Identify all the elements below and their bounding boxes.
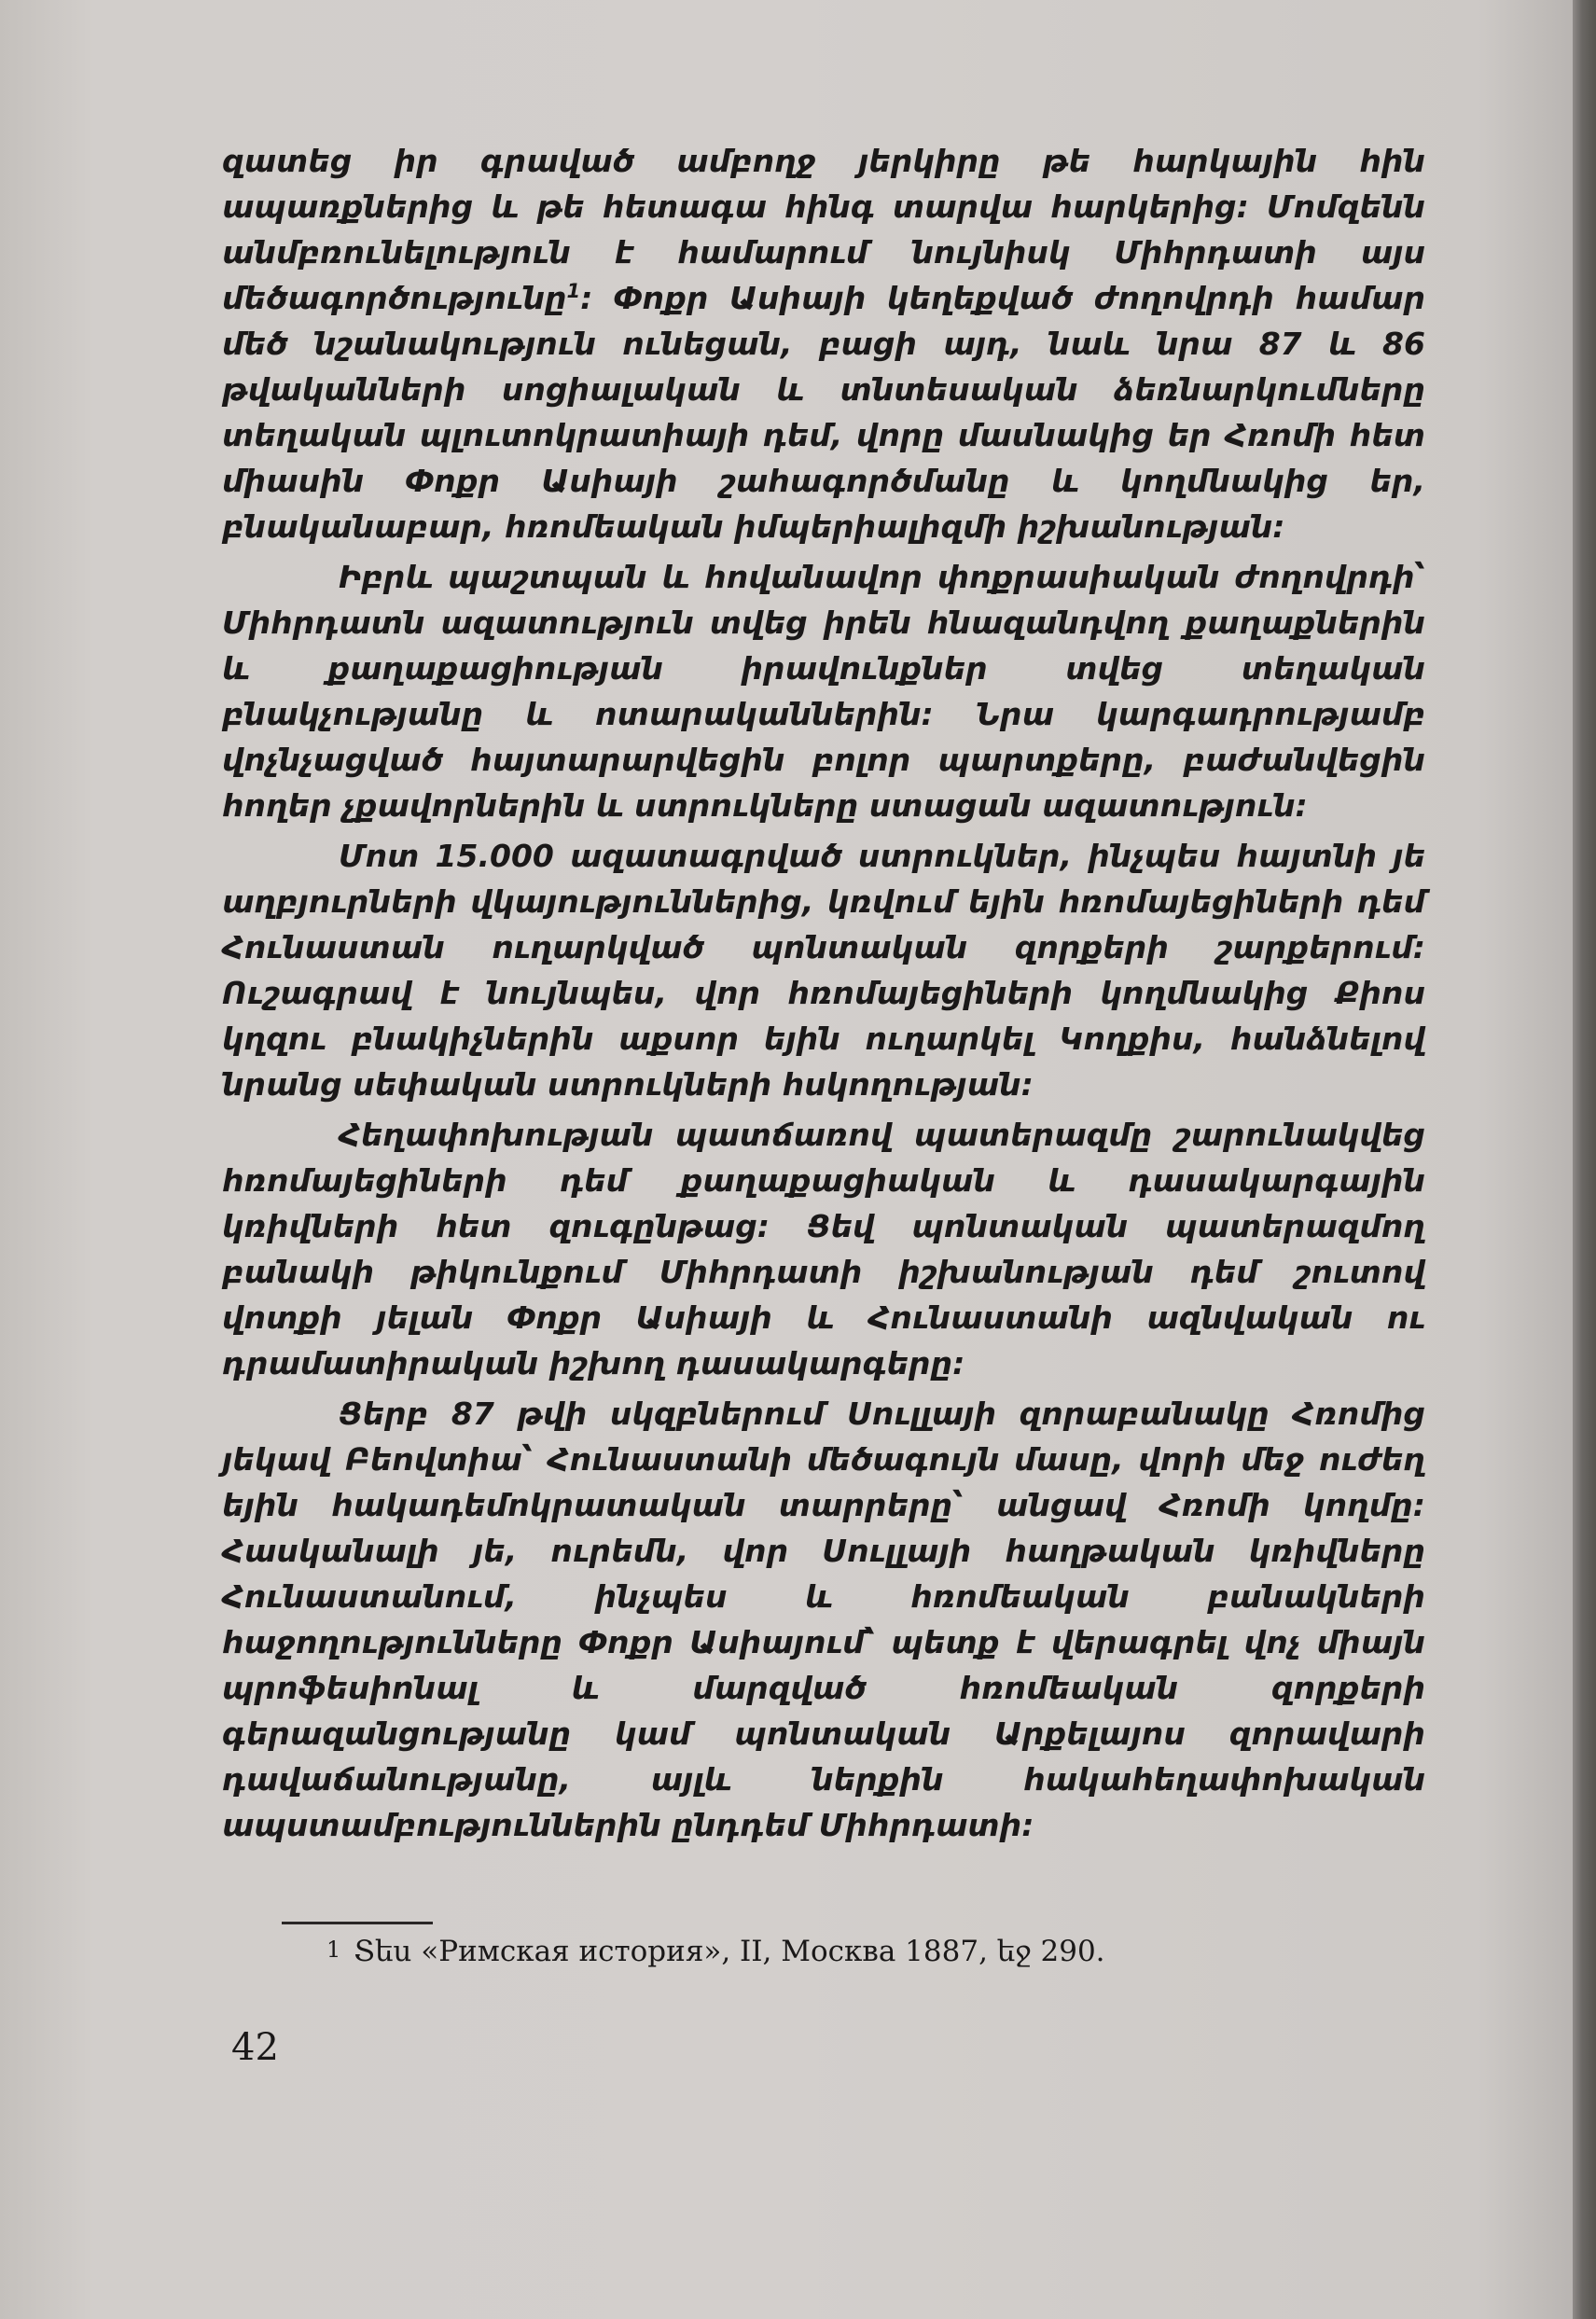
- paragraph-1-text-b: : Փոքր Ասիայի կեղեքված ժողովրդի համար մեծ նշանակություն ունեցան, բացի այդ, նաև նրա 87 և 86 թվականների սոցիալական և տնտեսական ձեռնարկումները տեղական պլուտոկրատիայի դեմ, վորը մասնակից եր Հռոմի հետ միասին Փոքր Ասիայի շահագործմանը և կողմնակից եր, բնականաբար, հռոմեական իմպերիալիզմի իշխանության:: [222, 280, 1425, 545]
- main-text: [222, 138, 1425, 1848]
- footnote-text: Տես «Римская история», II, Москва 1887, եջ 290.: [354, 1935, 1105, 1968]
- footnote-number: 1: [326, 1937, 341, 1963]
- footnote: [326, 1929, 1353, 1976]
- paragraph-1-text-a: զատեց իր գրաված ամբողջ յերկիրը թե հարկային հին ապառքներից և թե հետագա հինգ տարվա հարկերից: Մոմզենն անմբռունելություն է համարում նույնիսկ Միհրդատի այս մեծագործությունը: [222, 143, 1425, 316]
- paragraph-3: Մոտ 15.000 ազատագրված ստրուկներ, ինչպես հայտնի յե աղբյուրների վկայություններից, կռվում եյին հռոմայեցիների դեմ Հունաստան ուղարկված պոնտական զորքերի շարքերում: Ուշագրավ է նույնպես, վոր հռոմայեցիների կողմնակից Քիոս կղզու բնակիչներին աքսոր եյին ուղարկել Կողքիս, հանձնելով նրանց սեփական ստրուկների հսկողության:: [222, 838, 1425, 1103]
- footnote-reference: 1: [566, 280, 581, 302]
- paragraph-5: Ցերբ 87 թվի սկզբներում Սուլլայի զորաբանակը Հռոմից յեկավ Բեովտիա՝ Հունաստանի մեծագույն մասը, վորի մեջ ուժեղ եյին հակադեմոկրատական տարրերը՝ անցավ Հռոմի կողմը: Հասկանալի յե, ուրեմն, վոր Սուլլայի հաղթական կռիվները Հունաստանում, ինչպես և հռոմեական բանակների հաջողությունները Փոքր Ասիայում՝ պետք է վերագրել վոչ միայն պրոֆեսիոնալ և մարզված հռոմեական զորքերի գերազանցությանը կամ պոնտական Արքելայոս զորավարի դավաճանությանը, այլև ներքին հակահեղափոխական ապստամբություններին ընդդեմ Միհրդատի:: [222, 1396, 1425, 1843]
- page-number: 42: [231, 2026, 279, 2069]
- paragraph-4: Հեղափոխության պատճառով պատերազմը շարունակվեց հռոմայեցիների դեմ քաղաքացիական և դասակարգային կռիվների հետ զուգընթաց: Ցեվ պոնտական պատերազմող բանակի թիկունքում Միհրդատի իշխանության դեմ շուտով վոտքի յելան Փոքր Ասիայի և Հունաստանի ազնվական ու դրամատիրական իշխող դասակարգերը:: [222, 1117, 1425, 1382]
- footnote-divider: [282, 1922, 433, 1924]
- paragraph-1: [222, 138, 1425, 549]
- page-edge-shadow: [1573, 0, 1596, 2319]
- paragraph-2: Իբրև պաշտպան և հովանավոր փոքրասիական ժողովրդի՝ Միհրդատն ազատություն տվեց իրեն հնազանդվող քաղաքներին և քաղաքացիության իրավունքներ տվեց տեղական բնակչությանը և ոտարականներին: Նրա կարգադրությամբ վոչնչացված հայտարարվեցին բոլոր պարտքերը, բաժանվեցին հողեր չքավորներին և ստրուկները ստացան ազատություն:: [222, 559, 1425, 824]
